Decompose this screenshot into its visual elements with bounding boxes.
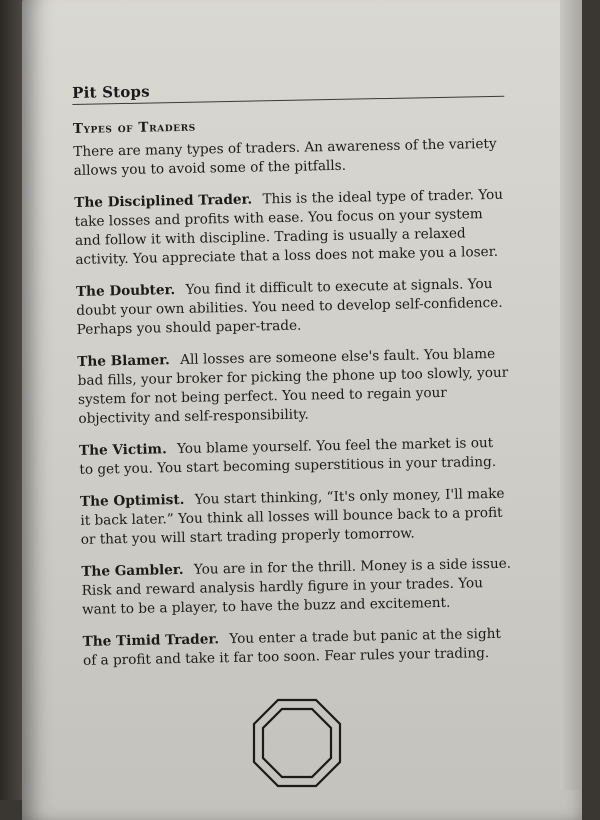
trader-entry: [76, 275, 509, 340]
trader-term: The Optimist.: [79, 491, 185, 510]
trader-term: The Victim.: [78, 441, 167, 459]
page-text: [72, 76, 515, 684]
trader-entry: [80, 485, 513, 550]
trader-description: This is the ideal type of trader. You take losses and profits with ease. You focus on your system and follow it with discipline. Trading is usually a relaxed activity. You appreciate that a loss does not make you a loser.: [74, 186, 504, 268]
trader-entry: [83, 625, 516, 671]
section-title: Types of Traders: [72, 118, 196, 137]
trader-term: The Disciplined Trader.: [74, 191, 253, 211]
trader-description: You blame yourself. You feel the market is out to get you. You start becoming superstitious in your trading.: [79, 434, 497, 478]
page-edge: [560, 0, 582, 790]
trader-term: The Blamer.: [77, 352, 171, 370]
trader-term: The Doubter.: [75, 282, 176, 300]
trader-entry: [74, 186, 507, 270]
trader-entry: [77, 345, 510, 429]
trader-description: You are in for the thrill. Money is a side issue. Risk and reward analysis hardly figure in your trades. You want to be a player, to have the buzz and excitement.: [81, 555, 512, 618]
trader-term: The Timid Trader.: [82, 631, 220, 650]
trader-entry: [79, 434, 512, 480]
octagon-ornament-icon: [252, 698, 342, 788]
trader-description: You start thinking, “It's only money, I'll make it back later.” You think all losses will bounce back to a profit or that you will start trading properly tomorrow.: [80, 485, 505, 548]
trader-description: All losses are someone else's fault. You blame bad fills, your broker for picking the phone up too slowly, your system for not being perfect. You need to regain your objectivity and self-responsibility.: [77, 345, 509, 427]
running-head: Pit Stops: [72, 76, 504, 105]
trader-term: The Gambler.: [81, 561, 184, 580]
trader-description: You enter a trade but panic at the sight of a profit and take it far too soon. Fear rules your trading.: [82, 625, 502, 669]
section-intro: There are many types of traders. An awareness of the variety allows you to avoid some of the pitfalls.: [73, 135, 497, 179]
trader-entry: [81, 555, 514, 620]
trader-description: You find it difficult to execute at signals. You doubt your own abilities. You need to develop self-confidence. Perhaps you should paper-trade.: [76, 275, 503, 338]
